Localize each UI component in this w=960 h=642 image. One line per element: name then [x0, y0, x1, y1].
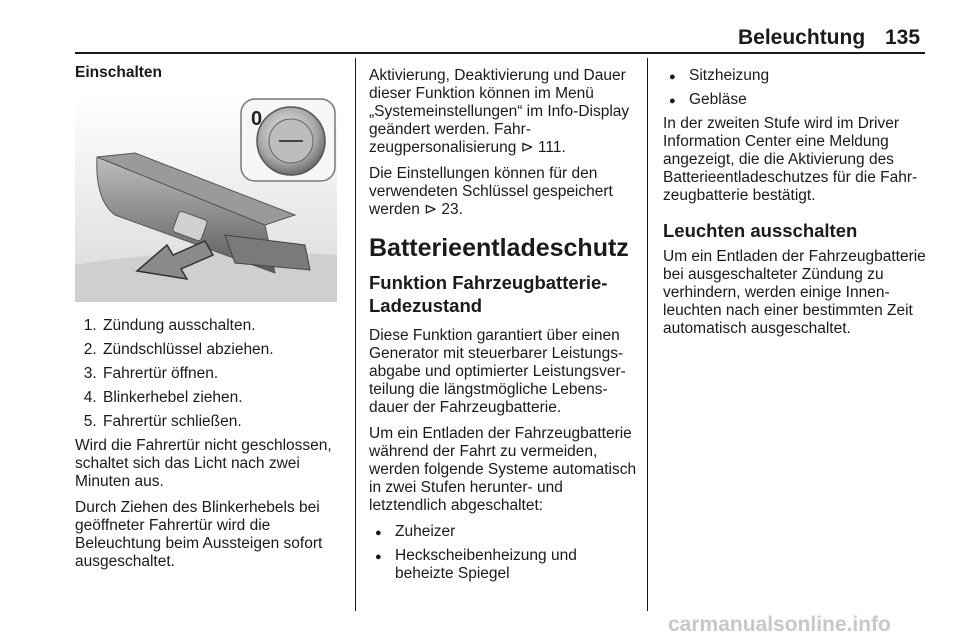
- page-number: 135: [885, 26, 921, 49]
- list-item: 2. Zündschlüssel abziehen.: [101, 341, 347, 359]
- subsection-heading: Funktion Fahrzeugbatterie-Ladezustand: [369, 272, 608, 316]
- paragraph: Durch Ziehen des Blinkerhebels bei geöffneter Fahrertür wird die Beleuchtung beim Aussteigen sofort ausgeschaltet.: [75, 499, 323, 570]
- header-rule: [75, 52, 925, 54]
- paragraph: Um ein Entladen der Fahrzeugbatterie während der Fahrt zu vermeiden, werden folgende Systeme automatisch in zwei Stufen herunter- und letztendlich abgeschaltet:: [369, 425, 637, 514]
- list-item: ● Heckscheibenheizung und beheizte Spiegel: [395, 547, 637, 583]
- steps-list: [75, 317, 347, 431]
- ignition-position-label: 0: [251, 108, 263, 130]
- bullet-list: [369, 523, 637, 583]
- list-item: ● Sitzheizung: [689, 67, 929, 85]
- paragraph: Die Einstellungen können für den verwendeten Schlüssel gespeichert werden ⊳ 23.: [369, 165, 613, 218]
- column-divider-2: [647, 58, 648, 611]
- lever-illustration: [75, 95, 337, 302]
- list-item: 3. Fahrertür öffnen.: [101, 365, 347, 383]
- column-1: [75, 64, 345, 92]
- list-item: ● Gebläse: [689, 91, 929, 109]
- paragraph: Aktivierung, Deaktivierung und Dauer dieser Funktion können im Menü „Systemeinstellungen“ im Info-Display geändert werden. Fahrzeugpersonalisierung ⊳ 111.: [369, 67, 630, 156]
- section-heading-batterieentladeschutz: Batterieentladeschutz: [369, 234, 629, 262]
- bullet-list: [663, 67, 929, 109]
- paragraph: Um ein Entladen der Fahrzeugbatterie bei ausgeschalteter Zündung zu verhindern, werden einige Innenleuchten nach einer bestimmten Zeit automatisch ausgeschaltet.: [663, 248, 926, 337]
- column-1-body: [75, 317, 347, 579]
- watermark: carmanualsonline.info: [668, 613, 891, 636]
- list-item: ● Zuheizer: [395, 523, 637, 541]
- paragraph: Diese Funktion garantiert über einen Generator mit steuerbarer Leistungsabgabe und optimierter Leistungsverteilung die längstmögliche Lebensdauer der Fahrzeugbatterie.: [369, 327, 626, 416]
- paragraph: Wird die Fahrertür nicht geschlossen, schaltet sich das Licht nach zwei Minuten aus.: [75, 437, 332, 490]
- column-2: [369, 67, 637, 589]
- column-3: [663, 67, 929, 346]
- list-item: 1. Zündung ausschalten.: [101, 317, 347, 335]
- list-item: 4. Blinkerhebel ziehen.: [101, 389, 347, 407]
- list-item: 5. Fahrertür schließen.: [101, 413, 347, 431]
- column-divider-1: [355, 58, 356, 611]
- section-heading-einschalten: Einschalten: [75, 64, 162, 81]
- running-header-title: Beleuchtung: [738, 26, 866, 49]
- section-heading-leuchten-ausschalten: Leuchten ausschalten: [663, 220, 858, 241]
- paragraph: In der zweiten Stufe wird im Driver Information Center eine Meldung angezeigt, die die Aktivierung des Batterieentladeschutzes für die Fahrzeugbatterie bestätigt.: [663, 115, 918, 204]
